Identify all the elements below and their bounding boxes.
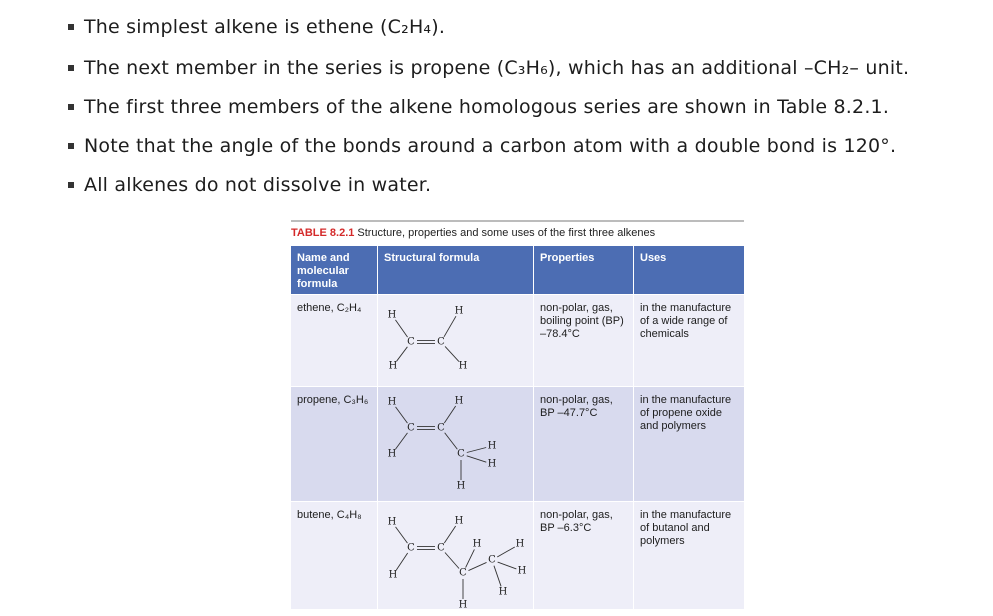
- bond-line: [396, 407, 408, 423]
- bond-line: [396, 553, 407, 570]
- cell-uses: in the manufacture of propene oxide and polymers: [640, 394, 732, 432]
- atom-label: C: [407, 422, 415, 434]
- atom-label: H: [387, 396, 397, 408]
- cell-properties: non-polar, gas, BP –47.7°C: [534, 387, 634, 501]
- atom-label: H: [388, 569, 398, 581]
- bullet-square-icon: [68, 143, 74, 149]
- bond-line: [494, 566, 501, 587]
- bullet-square-icon: [68, 182, 74, 188]
- atom-label: H: [472, 538, 482, 550]
- cell-properties: non-polar, gas, BP –6.3°C: [534, 502, 634, 609]
- cell-name: butene, C₄H₈: [291, 502, 378, 609]
- header-name: Name and molecular formula: [291, 246, 378, 294]
- atom-label: C: [407, 542, 415, 554]
- cell-uses: in the manufacture of butanol and polymers: [640, 509, 732, 547]
- atom-label: H: [456, 480, 466, 492]
- bond-line: [445, 553, 459, 569]
- atom-label: H: [387, 309, 397, 321]
- butene-structure-diagram: [378, 502, 534, 616]
- bond-line: [396, 433, 408, 449]
- bond-line: [444, 526, 455, 543]
- cell-properties: non-polar, gas, boiling point (BP) –78.4°C: [534, 295, 634, 386]
- atom-label: H: [387, 516, 397, 528]
- atom-label: H: [515, 538, 525, 550]
- cell-name: propene, C₃H₆: [291, 387, 378, 501]
- bullet-square-icon: [68, 24, 74, 30]
- table-row: [291, 501, 744, 609]
- atom-label: H: [487, 440, 497, 452]
- header-properties: Properties: [534, 246, 634, 294]
- atom-label: C: [407, 336, 415, 348]
- bullet-square-icon: [68, 65, 74, 71]
- bond-line: [445, 346, 459, 361]
- atom-label: C: [437, 336, 445, 348]
- bond-line: [466, 549, 475, 567]
- table-header-row: [291, 246, 744, 294]
- atom-label: H: [454, 515, 464, 527]
- bond-line: [444, 406, 455, 423]
- atom-label: H: [454, 395, 464, 407]
- atom-label: H: [458, 360, 468, 372]
- atom-label: C: [437, 542, 445, 554]
- atom-label: H: [487, 458, 497, 470]
- bond-line: [397, 347, 408, 361]
- atom-label: C: [437, 422, 445, 434]
- table-row: [291, 386, 744, 501]
- table-caption: TABLE 8.2.1 Structure, properties and some uses of the first three alkenes: [291, 227, 656, 239]
- bond-line: [497, 547, 515, 557]
- atom-label: C: [488, 554, 496, 566]
- cell-uses: in the manufacture of a wide range of chemicals: [640, 302, 732, 340]
- bond-line: [467, 456, 487, 462]
- atom-label: C: [457, 448, 465, 460]
- atom-label: H: [458, 599, 468, 611]
- bond-line: [444, 316, 456, 337]
- atom-label: H: [517, 565, 527, 577]
- atom-label: H: [387, 448, 397, 460]
- table-top-rule: [291, 220, 744, 222]
- cell-structure: [378, 295, 534, 386]
- alkenes-table: [291, 220, 744, 609]
- bond-line: [445, 433, 458, 449]
- bond-line: [498, 562, 517, 569]
- atom-label: H: [388, 360, 398, 372]
- atom-label: C: [459, 567, 467, 579]
- header-uses: Uses: [640, 252, 667, 264]
- atom-label: H: [498, 586, 508, 598]
- cell-structure: [378, 387, 534, 501]
- bond-line: [467, 447, 486, 452]
- atom-label: H: [454, 305, 464, 317]
- cell-structure: [378, 502, 534, 609]
- bond-line: [396, 527, 408, 543]
- header-structure: Structural formula: [378, 246, 534, 294]
- table-row: [291, 294, 744, 386]
- bond-line: [468, 562, 486, 570]
- propene-structure-diagram: [378, 387, 534, 501]
- bullet-square-icon: [68, 104, 74, 110]
- cell-name: ethene, C₂H₄: [291, 295, 378, 386]
- bond-line: [395, 320, 407, 337]
